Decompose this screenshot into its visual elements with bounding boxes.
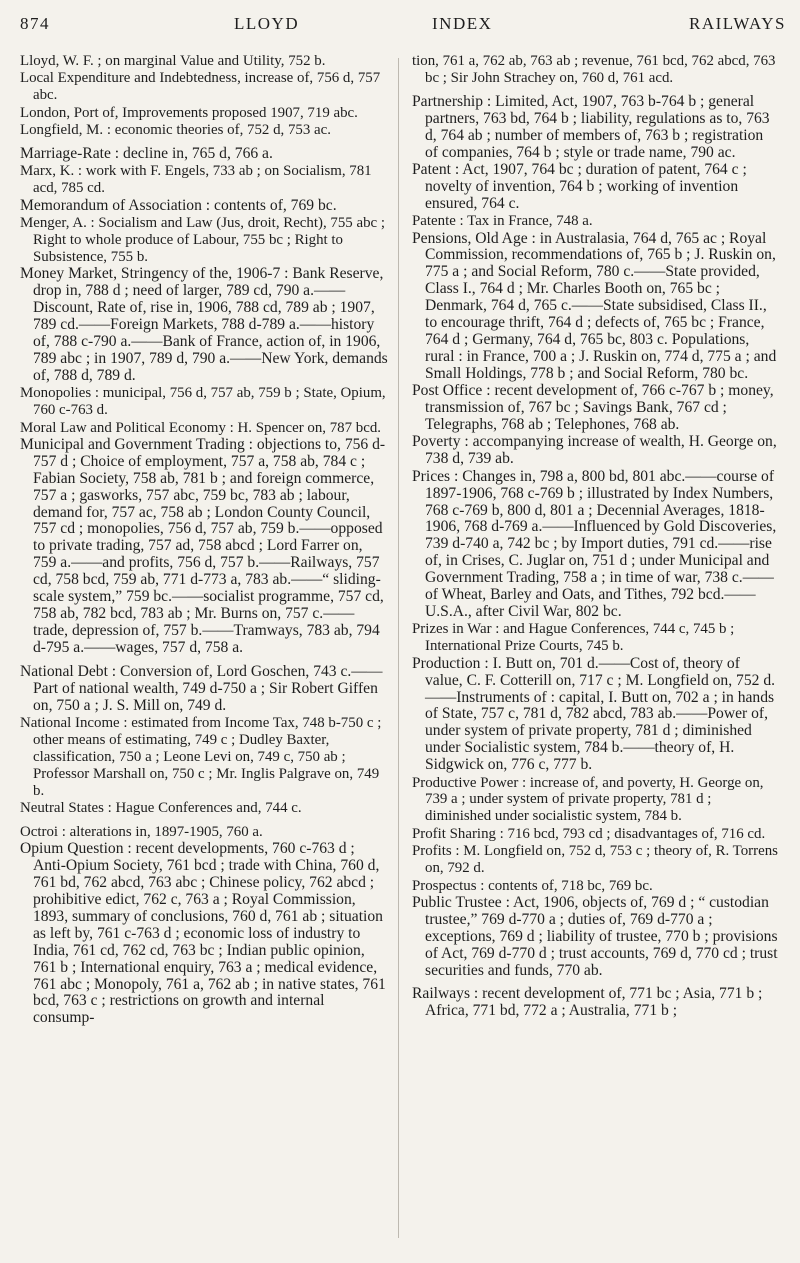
header-index-title: INDEX [432, 14, 493, 33]
index-entry: Public Trustee : Act, 1906, objects of, 769 d ; “ custodian trustee,” 769 d-770 a ; duties of, 769 d-770 a ; exceptions, 769 d ; liability of trustee, 770 b ; provisions of Act, 769 d-770 d ; trust accounts, 769 d, 770 cd ; trust securities and funds, 770 ab. [412, 893, 778, 979]
index-entry: National Debt : Conversion of, Lord Goschen, 743 c.——Part of national wealth, 749 d-750 a ; Sir Robert Giffen on, 750 a ; J. S. Mill on, 749 d. [20, 662, 383, 714]
index-entry: Money Market, Stringency of the, 1906-7 : Bank Reserve, drop in, 788 d ; need of larger, 789 cd, 790 a.——Discount, Rate of, rise in, 1906, 788 cd, 789 ab ; 1907, 789 cd.——Foreign Markets, 788 d-789 a.——history of, 788 c-790 a.——Bank of France, action of, in 1906, 789 abc ; in 1907, 789 d, 790 a.——New York, demands of, 788 d, 789 d. [20, 265, 388, 384]
index-column-left [20, 53, 388, 1028]
index-entry: National Income : estimated from Income Tax, 748 b-750 c ; other means of estimating, 749 c ; Dudley Baxter, classification, 750 a ; Leone Levi on, 749 c, 750 ab ; Professor Marshall on, 750 c ; Mr. Inglis Palgrave on, 749 b. [20, 714, 382, 799]
index-entry: Opium Question : recent developments, 760 c-763 d ; Anti-Opium Society, 761 bcd ; trade with China, 760 d, 761 bd, 762 abcd, 763 abc ; Chinese policy, 762 abcd ; prohibitive edict, 762 c, 763 a ; Royal Commission, 1893, summary of conclusions, 760 d, 761 ab ; situation as left by, 761 c-763 d ; economic loss of industry to India, 761 cd, 762 cd, 763 bc ; Indian public opinion, 761 b ; International enquiry, 763 a ; medical evidence, 761 abc ; Monopoly, 761 a, 762 ab ; in native states, 761 bcd, 763 c ; restrictions on growth and internal consump- [20, 840, 386, 1027]
index-entry: Menger, A. : Socialism and Law (Jus, droit, Recht), 755 abc ; Right to whole produce of Labour, 755 bc ; Right to Subsistence, 755 b. [20, 215, 385, 265]
header-first-entry: LLOYD [234, 14, 300, 33]
page-number: 874 [20, 14, 50, 33]
running-header [20, 14, 786, 40]
index-entry: Marx, K. : work with F. Engels, 733 ab ; on Socialism, 781 acd, 785 cd. [20, 163, 372, 197]
header-last-entry: RAILWAYS [688, 14, 786, 33]
index-entry: Octroi : alterations in, 1897-1905, 760 a. [20, 823, 263, 840]
index-entry: Monopolies : municipal, 756 d, 757 ab, 759 b ; State, Opium, 760 c-763 d. [20, 385, 386, 419]
index-entry: Prices : Changes in, 798 a, 800 bd, 801 abc.——course of 1897-1906, 768 c-769 b ; illustrated by Index Numbers, 768 c-769 b, 800 d, 801 a ; Decennial Averages, 1818-1906, 768 d-769 a.——Influenced by Gold Discoveries, 739 d-740 a, 742 bc ; by Import duties, 791 cd.——rise of, in Crises, C. Juglar on, 751 d ; under Municipal and Government Trading, 758 a ; in time of war, 738 c.——of Wheat, Barley and Oats, and Tithes, 792 bcd.——U.S.A., after Civil War, 802 bc. [412, 467, 777, 620]
index-column-right [412, 53, 780, 1021]
index-entry: Marriage-Rate : decline in, 765 d, 766 a. [20, 145, 273, 163]
index-entry: Memorandum of Association : contents of, 769 bc. [20, 196, 337, 214]
index-entry: Productive Power : increase of, and poverty, H. George on, 739 a ; under system of private property, 781 d ; diminished under socialistic system, 784 b. [412, 774, 764, 825]
index-entry: Profit Sharing : 716 bcd, 793 cd ; disadvantages of, 716 cd. [412, 825, 766, 842]
index-entry: Longfield, M. : economic theories of, 752 d, 753 ac. [20, 122, 331, 139]
index-entry: Moral Law and Political Economy : H. Spencer on, 787 bcd. [20, 419, 382, 436]
index-entry: Railways : recent development of, 771 bc ; Asia, 771 b ; Africa, 771 bd, 772 a ; Australia, 771 b ; [412, 985, 763, 1020]
index-entry: Production : I. Butt on, 701 d.——Cost of, theory of value, C. F. Cotterill on, 717 c ; M. Longfield on, 752 d.——Instruments of : capital, I. Butt on, 702 a ; in hands of State, 757 c, 781 d, 782 abcd, 783 ab.——Power of, under system of private property, 781 d ; diminished under Socialistic system, 784 b.——theory of, H. Sidgwick on, 776 c, 777 b. [412, 654, 776, 774]
index-entry: Patente : Tax in France, 748 a. [412, 213, 593, 230]
index-entry: Local Expenditure and Indebtedness, increase of, 756 d, 757 abc. [20, 70, 381, 104]
index-entry: Profits : M. Longfield on, 752 d, 753 c ; theory of, R. Torrens on, 792 d. [412, 843, 778, 877]
index-entry: Partnership : Limited, Act, 1907, 763 b-764 b ; general partners, 763 bd, 764 b ; liability, regulations as to, 763 d, 764 ab ; number of members of, 763 b ; registration of companies, 764 b ; style or trade name, 790 ac. [412, 92, 770, 161]
index-entry: Poverty : accompanying increase of wealth, H. George on, 738 d, 739 ab. [412, 433, 777, 468]
column-divider [398, 58, 399, 1238]
index-entry: Lloyd, W. F. ; on marginal Value and Utility, 752 b. [20, 53, 326, 69]
index-entry: Municipal and Government Trading : objections to, 756 d-757 d ; Choice of employment, 757 a, 758 ab, 784 c ; Fabian Society, 758 ab, 781 b ; and foreign commerce, 757 a ; gasworks, 757 abc, 759 bc, 783 ab ; labour, demand for, 757 ac, 758 ab ; London County Council, 757 cd ; monopolies, 756 d, 757 ab, 759 b.——opposed to private trading, 757 ad, 758 abcd ; Lord Farrer on, 759 a.——and profits, 756 d, 757 b.——Railways, 757 cd, 758 bcd, 759 ab, 771 d-773 a, 783 ab.——“ sliding-scale system,” 759 bc.——socialist programme, 757 cd, 758 ab, 782 bcd, 783 ab ; Mr. Burns on, 757 c.——trade, depression of, 757 b.——Tramways, 783 ab, 794 d-795 a.——wages, 757 d, 758 a. [20, 435, 386, 656]
index-entry: Pensions, Old Age : in Australasia, 764 d, 765 ac ; Royal Commission, recommendations of, 765 b ; J. Ruskin on, 775 a ; and Social Reform, 780 c.——State provided, Class I., 764 d ; Mr. Charles Booth on, 765 bc ; Denmark, 764 d, 765 c.——State subsidised, Class II., to encourage thrift, 764 d ; defects of, 765 bc ; France, 764 d ; Germany, 764 d, 765 bc, 803 c. Populations, rural : in France, 700 a ; J. Ruskin on, 774 d, 775 a ; and Small Holdings, 778 b ; and Social Reform, 780 bc. [412, 229, 777, 382]
index-entry: Neutral States : Hague Conferences and, 744 c. [20, 799, 302, 816]
index-entry: Prospectus : contents of, 718 bc, 769 bc. [412, 877, 653, 894]
index-entry: tion, 761 a, 762 ab, 763 ab ; revenue, 761 bcd, 762 abcd, 763 bc ; Sir John Strachey on, 760 d, 761 acd. [412, 53, 776, 86]
index-entry: London, Port of, Improvements proposed 1907, 719 abc. [20, 104, 358, 121]
index-entry: Post Office : recent development of, 766 c-767 b ; money, transmission of, 767 bc ; Savings Bank, 767 cd ; Telegraphs, 768 ab ; Telephones, 768 ab. [412, 382, 774, 434]
index-entry: Prizes in War : and Hague Conferences, 744 c, 745 b ; International Prize Courts, 745 b. [412, 621, 735, 655]
index-entry: Patent : Act, 1907, 764 bc ; duration of patent, 764 c ; novelty of invention, 764 b ; working of invention ensured, 764 c. [412, 160, 747, 212]
